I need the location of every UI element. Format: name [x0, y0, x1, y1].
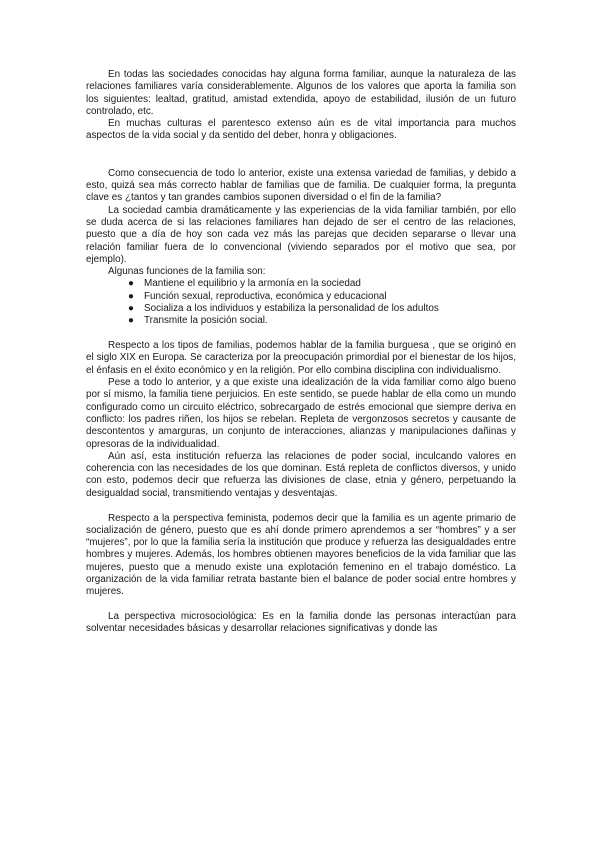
- paragraph-gap: [86, 328, 516, 341]
- paragraph-family-variety: Como consecuencia de todo lo anterior, existe una extensa variedad de familias, y debido a esto, quizá sea más correcto hablar de familias que de familia. De cualquier forma, la pregunta clave es ¿tantos y tan grandes cambios suponen diversidad o el fin de la familia?: [86, 167, 516, 204]
- paragraph-gap: [86, 155, 516, 168]
- list-item: [86, 291, 516, 303]
- paragraph-extended-kinship: En muchas culturas el parentesco extenso aún es de vital importancia para muchos aspectos de la vida social y da sentido del deber, honra y obligaciones.: [86, 118, 516, 142]
- bullet-icon: ●: [128, 315, 134, 327]
- paragraph-microsociological: La perspectiva microsociológica: Es en la familia donde las personas interactúan para solventar necesidades básicas y desarrollar relaciones significativas y donde las: [86, 611, 516, 635]
- paragraph-gap: [86, 599, 516, 612]
- paragraph-family-values: En todas las sociedades conocidas hay alguna forma familiar, aunque la naturaleza de las relaciones familiares varía considerablemente. Algunos de los valores que aporta la familia son los siguientes: lealtad, gratitud, amistad extendida, apoyo de estabilidad, ilusión de un futuro controlado, etc.: [86, 69, 516, 117]
- bullet-icon: ●: [128, 278, 134, 290]
- paragraph-gap: [86, 143, 516, 156]
- functions-intro: Algunas funciones de la familia son:: [108, 266, 266, 278]
- paragraph-bourgeois-family: Respecto a los tipos de familias, podemos hablar de la familia burguesa , que se originó en el siglo XIX en Europa. Se caracteriza por la preocupación primordial por el bienestar de los hijos, el énfasis en el éxito económico y en la religión. Por ello combina disciplina con individualismo.: [86, 340, 516, 376]
- paragraph-family-harms: Pese a todo lo anterior, y a que existe una idealización de la vida familiar como algo bueno por sí mismo, la familia tiene perjuicios. En este sentido, se puede hablar de ella como un mundo configurado como un circuito eléctrico, sobrecargado de estrés emocional que siempre deriva en conflicto: los padres riñen, los hijos se rebelan. Repleta de vergonzosos secretos y causante de descontentos y amarguras, un conjunto de interacciones, alianzas y manipulaciones dañinas y opresoras de la individualidad.: [86, 377, 516, 450]
- list-item-text: Mantiene el equilibrio y la armonía en la sociedad: [144, 278, 361, 290]
- bullet-icon: ●: [128, 290, 134, 302]
- paragraph-gap: [86, 500, 516, 513]
- bullet-icon: ●: [128, 303, 134, 315]
- paragraph-society-change: La sociedad cambia dramáticamente y las experiencias de la vida familiar también, por ello se duda acerca de si las relaciones familiares han dejado de ser el centro de las relaciones, puesto que a día de hoy son cada vez más las parejas que deciden separarse o llevar una relación familiar fuera de lo convencional (viviendo separados por el motivo que sea, por ejemplo).: [86, 204, 516, 265]
- list-item-text: Transmite la posición social.: [144, 315, 268, 327]
- list-item: [86, 278, 516, 290]
- paragraph-power-relations: Aún así, esta institución refuerza las relaciones de poder social, inculcando valores en coherencia con las necesidades de los que dominan. Está repleta de conflictos diversos, y unido con esto, podemos decir que refuerza las divisiones de clase, etnia y género, perpetuando la desigualdad social, transmitiendo ventajas y desventajas.: [86, 450, 516, 499]
- list-item: [86, 303, 516, 315]
- paragraph-feminist-perspective: Respecto a la perspectiva feminista, podemos decir que la familia es un agente primario de socialización de género, puesto que es ahí donde primero aprendemos a ser “hombres” y a ser “mujeres”, por lo que la familia sería la institución que produce y refuerza las desigualdades entre hombres y mujeres. Además, los hombres obtienen mayores beneficios de la vida familiar que las mujeres, puesto que a menudo existe una explotación femenino en el trabajo doméstico. La organización de la vida familiar retrata bastante bien el balance de poder social entre hombres y mujeres.: [86, 512, 516, 598]
- document-page: [86, 69, 516, 636]
- family-functions-list: [86, 278, 516, 327]
- list-item-text: Socializa a los individuos y estabiliza la personalidad de los adultos: [144, 303, 439, 315]
- list-item: [86, 315, 516, 327]
- list-item-text: Función sexual, reproductiva, económica y educacional: [144, 290, 387, 302]
